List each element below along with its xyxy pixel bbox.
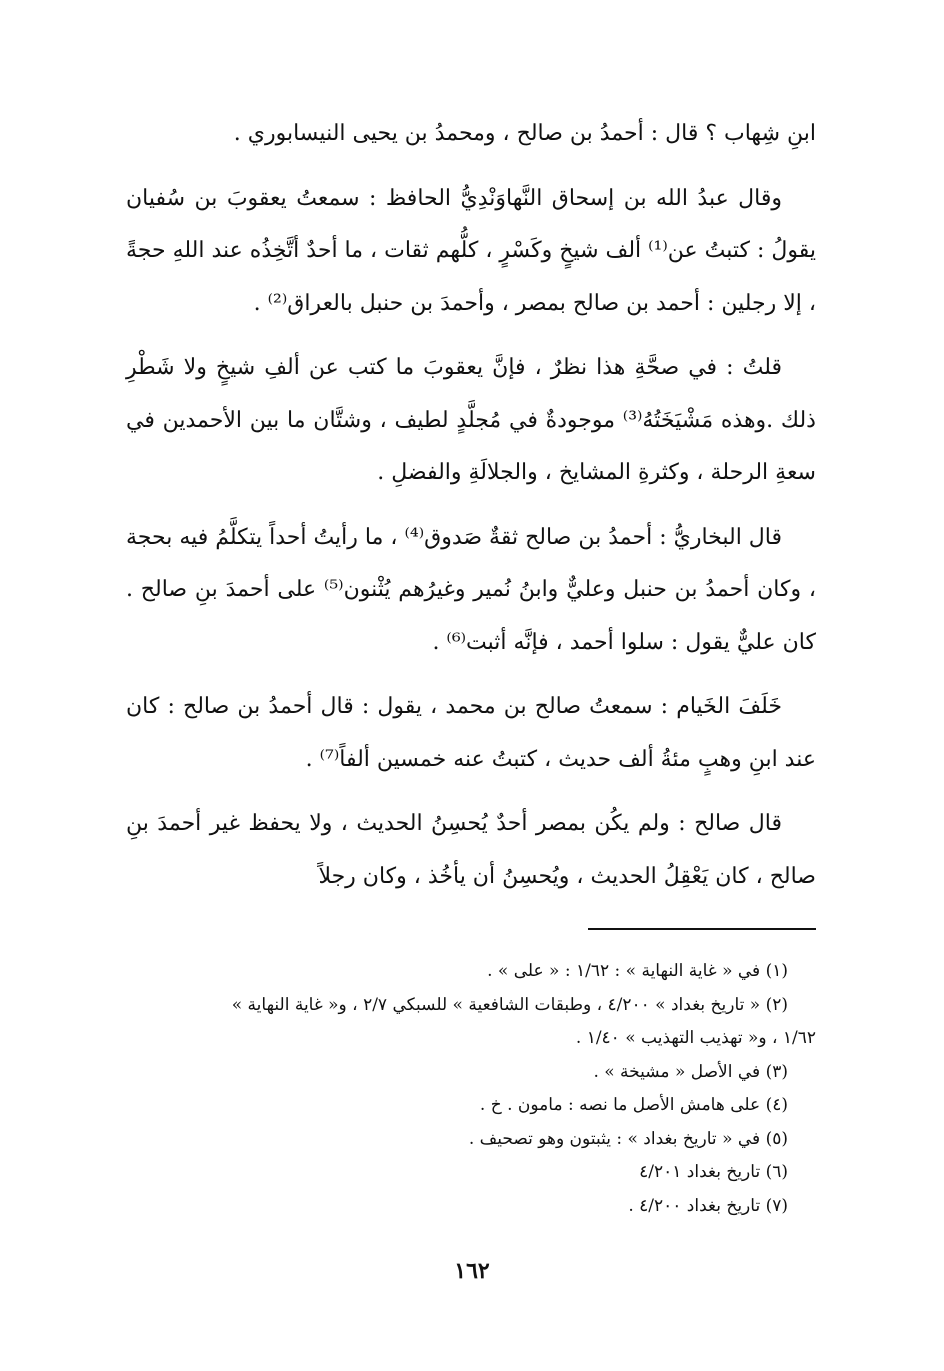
footnote: (٢) « تاريخ بغداد » ٤/٢٠٠ ، وطبقات الشافعية » للسبكي ٢/٧ ، و« غاية النهاية » bbox=[231, 994, 788, 1015]
paragraph: خَلَفَ الخَيام : سمعتُ صالح بن محمد ، يقول : قال أحمدُ بن صالح : كان عند ابنِ وهبٍ مئةُ ألف حديث ، كتبتُ عنه خمسين ألفاً⁽⁷⁾ . bbox=[126, 694, 816, 772]
paragraph: ابنِ شِهاب ؟ قال : أحمدُ بن صالح ، ومحمدُ بن يحيى النيسابوري . bbox=[233, 121, 816, 146]
footnote: (٧) تاريخ بغداد ٤/٢٠٠ . bbox=[628, 1195, 788, 1216]
footnote: (٣) في الأصل « مشيخة » . bbox=[593, 1061, 788, 1082]
footnote: (١) في « غاية النهاية » : ١/٦٢ : « على » . bbox=[487, 961, 788, 981]
paragraph: وقال عبدُ الله بن إسحاق النَّهاوَنْدِيُّ الحافظ : سمعتُ يعقوبَ بن سُفيان يقولُ : كتبتُ عن⁽¹⁾ ألف شيخٍ وكَسْرٍ ، كلُّهم ثقات ، ما أحدٌ أتَّخِذُه عند اللهِ حجةً ، إلا رجلين : أحمد بن صالح بمصر ، وأحمدَ بن حنبل بالعراق⁽²⁾ . bbox=[126, 185, 816, 316]
footnote: (٦) تاريخ بغداد ٤/٢٠١ bbox=[639, 1162, 788, 1182]
footnote-divider bbox=[588, 928, 816, 930]
page-number: ١٦٢ bbox=[454, 1258, 490, 1284]
footnotes bbox=[126, 955, 816, 1223]
main-text bbox=[126, 108, 816, 915]
footnote: (٤) على هامش الأصل ما نصه : مامون . خ . bbox=[479, 1095, 788, 1115]
paragraph: قال البخاريُّ : أحمدُ بن صالح ثقةٌ صَدوق⁽⁴⁾ ، ما رأيتُ أحداً يتكلَّمُ فيه بحجة ، وكان أحمدُ بن حنبل وعليٌّ وابنُ نُمير وغيرُهم يُثْنون⁽⁵⁾ على أحمدَ بنِ صالح . كان عليٌّ يقول : سلوا أحمد ، فإنَّه أثبت⁽⁶⁾ . bbox=[126, 524, 816, 655]
paragraph: قلتُ : في صحَّةِ هذا نظرٌ ، فإنَّ يعقوبَ ما كتب عن ألفِ شيخٍ ولا شَطْرِ ذلك .وهذه مَشْيَخَتُهُ⁽³⁾ موجودةٌ في مُجلَّدٍ لطيف ، وشتَّان ما بين الأحمدين في سعةِ الرحلة ، وكثرةِ المشايخ ، والجلالَةِ والفضلِ . bbox=[126, 355, 816, 485]
paragraph: قال صالح : ولم يكُن بمصر أحدٌ يُحسِنُ الحديث ، ولا يحفظ غير أحمدَ بنِ صالح ، كان يَعْقِلُ الحديث ، ويُحسِنُ أن يأخُذ ، وكان رجلاً bbox=[126, 811, 816, 889]
footnote: (٥) في « تاريخ بغداد » : يثبتون وهو تصحيف . bbox=[468, 1128, 788, 1149]
footnote-continuation: ١/٦٢ ، و« تهذيب التهذيب » ١/٤٠ . bbox=[575, 1028, 816, 1048]
